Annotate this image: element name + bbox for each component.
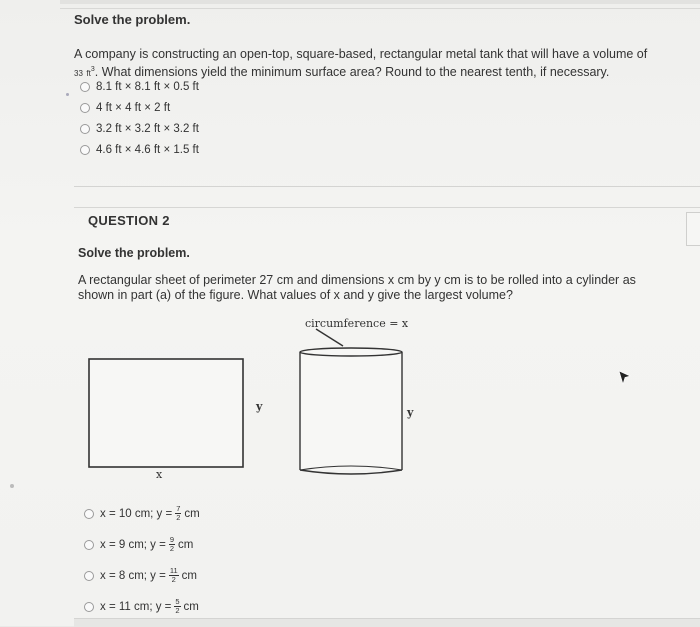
question-1-text-a: A company is constructing an open-top, square-based, rectangular metal tank that will have a volume of [74, 47, 648, 61]
question-1-title: Solve the problem. [74, 12, 191, 27]
fraction-denominator: 2 [176, 513, 181, 522]
radio-button[interactable] [84, 540, 94, 550]
fraction-denominator: 2 [169, 544, 174, 553]
fraction [174, 598, 180, 615]
fraction-numerator: 9 [169, 535, 174, 544]
fraction [175, 505, 181, 522]
cylinder-body-fill [300, 352, 402, 470]
figure-diagram [80, 312, 420, 492]
q1-option-4[interactable] [80, 139, 199, 160]
cylinder-bottom-front [300, 470, 402, 474]
option-suffix: cm [178, 538, 194, 551]
sheet-x-label: x [156, 468, 163, 481]
fraction-numerator: 11 [169, 566, 178, 575]
q2-option-2[interactable] [84, 529, 200, 560]
fraction-numerator: 7 [176, 504, 181, 513]
radio-button[interactable] [80, 124, 90, 134]
margin-dot-icon [10, 484, 14, 488]
q1-option-3[interactable] [80, 118, 199, 139]
fraction-numerator: 5 [175, 597, 180, 606]
fraction-denominator: 2 [175, 606, 180, 615]
cylinder-top [300, 348, 402, 356]
cylinder-y-label: y [407, 406, 414, 419]
question-2-title: Solve the problem. [78, 246, 190, 260]
radio-button[interactable] [84, 602, 94, 612]
fraction [169, 567, 179, 584]
section-divider [74, 186, 700, 187]
q2-option-3[interactable] [84, 560, 200, 591]
sheet-rectangle [89, 359, 243, 467]
volume-unit: ft [86, 69, 91, 79]
radio-button[interactable] [84, 571, 94, 581]
option-prefix: x = 8 cm; y = [100, 569, 166, 582]
q1-option-2[interactable] [80, 97, 199, 118]
points-box [686, 212, 700, 246]
top-edge [60, 0, 700, 4]
q2-option-1[interactable] [84, 498, 200, 529]
option-suffix: cm [183, 600, 199, 613]
fraction [169, 536, 175, 553]
question-2-text: A rectangular sheet of perimeter 27 cm and dimensions x cm by y cm is to be rolled into a cylinder as shown in part (a) of the figure. What values of x and y give the largest volume? [78, 273, 636, 302]
option-label: 8.1 ft × 8.1 ft × 0.5 ft [96, 80, 199, 93]
option-label: 4.6 ft × 4.6 ft × 1.5 ft [96, 143, 199, 156]
option-suffix: cm [181, 569, 197, 582]
question-2-options [84, 498, 200, 622]
mouse-cursor-icon [618, 370, 632, 391]
radio-button[interactable] [80, 103, 90, 113]
circumference-label: circumference = x [305, 317, 409, 330]
sheet-y-label: y [256, 400, 263, 413]
option-prefix: x = 11 cm; y = [100, 600, 172, 613]
q1-option-1[interactable] [80, 76, 199, 97]
radio-button[interactable] [84, 509, 94, 519]
option-prefix: x = 10 cm; y = [100, 507, 173, 520]
question-1-text-b: . What dimensions yield the minimum surface area? Round to the nearest tenth, if necessary. [94, 65, 610, 80]
question-1-options [80, 76, 199, 160]
volume-unit-exponent: 3 [90, 66, 95, 73]
option-label: 4 ft × 4 ft × 2 ft [96, 101, 171, 114]
option-suffix: cm [184, 507, 200, 520]
fraction-denominator: 2 [171, 575, 176, 584]
radio-button[interactable] [80, 145, 90, 155]
selection-dot-icon [66, 93, 69, 96]
question-2-header: QUESTION 2 [88, 213, 170, 228]
radio-button[interactable] [80, 82, 90, 92]
figure [80, 312, 420, 497]
option-prefix: x = 9 cm; y = [100, 538, 166, 551]
circumference-pointer [316, 329, 343, 346]
option-label: 3.2 ft × 3.2 ft × 3.2 ft [96, 122, 199, 135]
volume-value: 33 [74, 69, 83, 79]
